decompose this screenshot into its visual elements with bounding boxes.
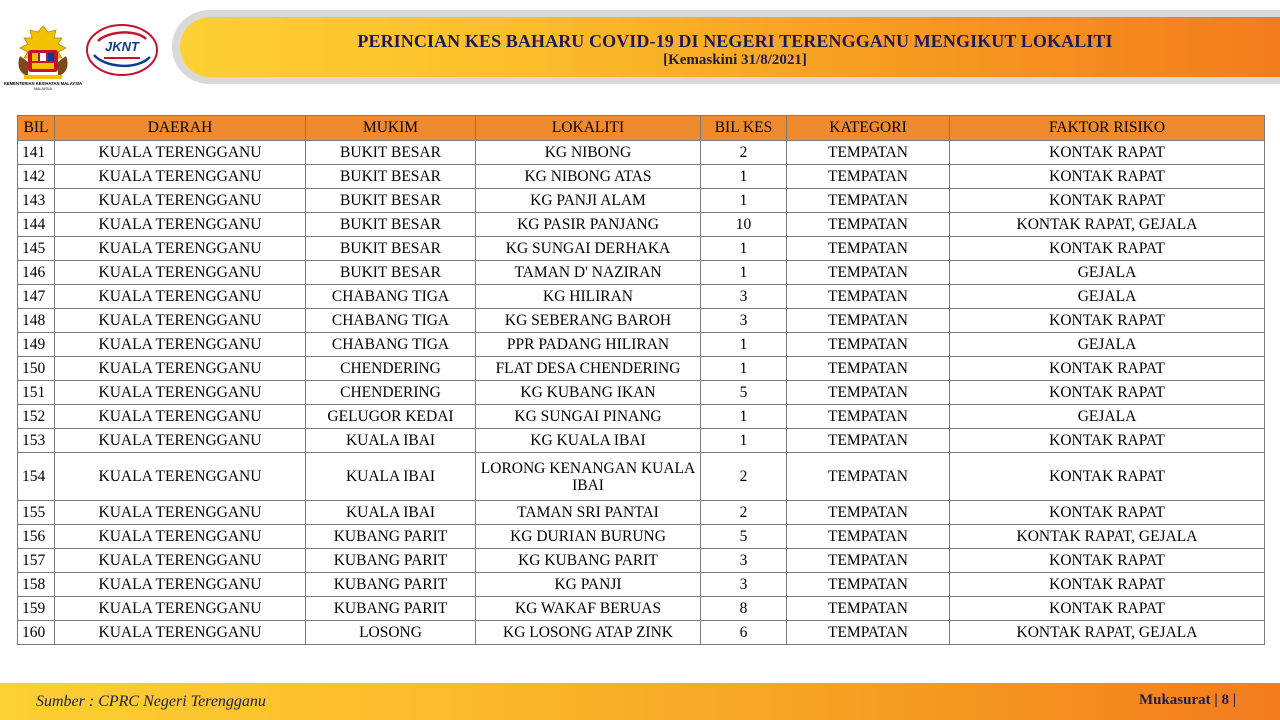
cell-bil-kes: 2 (701, 141, 787, 165)
cell-bil-kes: 3 (701, 285, 787, 309)
cell-mukim: KUALA IBAI (306, 501, 476, 525)
cell-lokaliti: KG NIBONG (476, 141, 701, 165)
cell-bil: 145 (18, 237, 55, 261)
cell-faktor-risiko: KONTAK RAPAT, GEJALA (950, 525, 1265, 549)
cell-kategori: TEMPATAN (787, 405, 950, 429)
table-row (18, 141, 1265, 165)
cell-mukim: GELUGOR KEDAI (306, 405, 476, 429)
cell-lokaliti: KG DURIAN BURUNG (476, 525, 701, 549)
cell-faktor-risiko: KONTAK RAPAT (950, 141, 1265, 165)
cell-faktor-risiko: KONTAK RAPAT, GEJALA (950, 213, 1265, 237)
cell-kategori: TEMPATAN (787, 261, 950, 285)
cell-mukim: KUBANG PARIT (306, 549, 476, 573)
cell-mukim: KUBANG PARIT (306, 525, 476, 549)
column-header-kategori: KATEGORI (787, 116, 950, 141)
cell-daerah: KUALA TERENGGANU (55, 453, 306, 501)
cell-daerah: KUALA TERENGGANU (55, 525, 306, 549)
table-row (18, 597, 1265, 621)
cell-bil-kes: 1 (701, 333, 787, 357)
cell-bil: 155 (18, 501, 55, 525)
cell-bil: 142 (18, 165, 55, 189)
cell-kategori: TEMPATAN (787, 333, 950, 357)
cell-bil: 156 (18, 525, 55, 549)
cell-lokaliti: KG KUBANG PARIT (476, 549, 701, 573)
cell-kategori: TEMPATAN (787, 165, 950, 189)
table-row (18, 381, 1265, 405)
cell-mukim: LOSONG (306, 621, 476, 645)
cell-bil-kes: 1 (701, 189, 787, 213)
cell-lokaliti: TAMAN D' NAZIRAN (476, 261, 701, 285)
cell-kategori: TEMPATAN (787, 453, 950, 501)
cell-bil: 149 (18, 333, 55, 357)
cell-bil: 146 (18, 261, 55, 285)
cell-bil-kes: 1 (701, 405, 787, 429)
cell-lokaliti: KG WAKAF BERUAS (476, 597, 701, 621)
cell-faktor-risiko: KONTAK RAPAT (950, 237, 1265, 261)
cell-daerah: KUALA TERENGGANU (55, 165, 306, 189)
cell-bil-kes: 3 (701, 549, 787, 573)
cell-lokaliti: KG SUNGAI DERHAKA (476, 237, 701, 261)
cell-mukim: BUKIT BESAR (306, 237, 476, 261)
cell-kategori: TEMPATAN (787, 621, 950, 645)
source-text: Sumber : CPRC Negeri Terengganu (36, 693, 266, 710)
cell-kategori: TEMPATAN (787, 573, 950, 597)
table-row (18, 525, 1265, 549)
cell-bil-kes: 1 (701, 165, 787, 189)
cell-bil-kes: 3 (701, 309, 787, 333)
cell-bil-kes: 6 (701, 621, 787, 645)
cell-faktor-risiko: KONTAK RAPAT (950, 381, 1265, 405)
cell-faktor-risiko: KONTAK RAPAT (950, 501, 1265, 525)
cell-mukim: KUBANG PARIT (306, 573, 476, 597)
cell-bil: 143 (18, 189, 55, 213)
table-row (18, 549, 1265, 573)
column-header-daerah: DAERAH (55, 116, 306, 141)
cases-table (17, 115, 1265, 645)
cell-daerah: KUALA TERENGGANU (55, 357, 306, 381)
cell-kategori: TEMPATAN (787, 309, 950, 333)
cell-lokaliti: KG SEBERANG BAROH (476, 309, 701, 333)
cell-kategori: TEMPATAN (787, 429, 950, 453)
cell-bil-kes: 1 (701, 261, 787, 285)
table-row (18, 405, 1265, 429)
cell-daerah: KUALA TERENGGANU (55, 405, 306, 429)
table-row (18, 165, 1265, 189)
table-row (18, 309, 1265, 333)
cell-lokaliti: FLAT DESA CHENDERING (476, 357, 701, 381)
column-header-bil-kes: BIL KES (701, 116, 787, 141)
cell-faktor-risiko: KONTAK RAPAT (950, 573, 1265, 597)
cell-faktor-risiko: KONTAK RAPAT (950, 357, 1265, 381)
cell-kategori: TEMPATAN (787, 213, 950, 237)
cell-daerah: KUALA TERENGGANU (55, 573, 306, 597)
table-row (18, 621, 1265, 645)
cell-mukim: CHABANG TIGA (306, 309, 476, 333)
cell-lokaliti: KG NIBONG ATAS (476, 165, 701, 189)
cell-bil-kes: 10 (701, 213, 787, 237)
kkm-crest-logo (3, 22, 83, 92)
cell-lokaliti: KG PANJI (476, 573, 701, 597)
cell-kategori: TEMPATAN (787, 597, 950, 621)
cell-bil: 151 (18, 381, 55, 405)
cell-faktor-risiko: KONTAK RAPAT (950, 429, 1265, 453)
cell-bil: 148 (18, 309, 55, 333)
cell-daerah: KUALA TERENGGANU (55, 237, 306, 261)
cell-lokaliti: KG KUALA IBAI (476, 429, 701, 453)
cell-bil: 152 (18, 405, 55, 429)
cell-bil-kes: 3 (701, 573, 787, 597)
cell-kategori: TEMPATAN (787, 357, 950, 381)
cell-bil: 153 (18, 429, 55, 453)
jknt-logo (84, 23, 160, 77)
cell-bil-kes: 8 (701, 597, 787, 621)
cell-bil-kes: 1 (701, 429, 787, 453)
cell-mukim: BUKIT BESAR (306, 213, 476, 237)
table-row (18, 237, 1265, 261)
cell-daerah: KUALA TERENGGANU (55, 285, 306, 309)
cell-lokaliti: KG KUBANG IKAN (476, 381, 701, 405)
cell-bil: 141 (18, 141, 55, 165)
cell-kategori: TEMPATAN (787, 189, 950, 213)
cell-lokaliti: LORONG KENANGAN KUALA IBAI (476, 453, 701, 501)
cell-mukim: CHENDERING (306, 357, 476, 381)
cell-bil-kes: 5 (701, 525, 787, 549)
column-header-bil: BIL (18, 116, 55, 141)
cell-faktor-risiko: KONTAK RAPAT (950, 189, 1265, 213)
cell-mukim: CHENDERING (306, 381, 476, 405)
column-header-lokaliti: LOKALITI (476, 116, 701, 141)
cell-mukim: BUKIT BESAR (306, 261, 476, 285)
cell-daerah: KUALA TERENGGANU (55, 213, 306, 237)
cell-mukim: KUALA IBAI (306, 429, 476, 453)
cell-daerah: KUALA TERENGGANU (55, 621, 306, 645)
cell-mukim: CHABANG TIGA (306, 333, 476, 357)
cell-bil-kes: 1 (701, 357, 787, 381)
cell-bil: 144 (18, 213, 55, 237)
cell-bil-kes: 1 (701, 237, 787, 261)
cell-mukim: BUKIT BESAR (306, 165, 476, 189)
cell-faktor-risiko: KONTAK RAPAT (950, 309, 1265, 333)
cell-bil-kes: 5 (701, 381, 787, 405)
column-header-faktor-risiko: FAKTOR RISIKO (950, 116, 1265, 141)
column-header-mukim: MUKIM (306, 116, 476, 141)
kkm-logo-text: KEMENTERIAN KESIHATAN MALAYSIA (3, 81, 83, 86)
cell-bil: 159 (18, 597, 55, 621)
cell-kategori: TEMPATAN (787, 381, 950, 405)
jknt-logo-text: JKNT (105, 39, 139, 54)
cell-kategori: TEMPATAN (787, 549, 950, 573)
table-row (18, 213, 1265, 237)
cell-daerah: KUALA TERENGGANU (55, 501, 306, 525)
cell-daerah: KUALA TERENGGANU (55, 429, 306, 453)
cell-daerah: KUALA TERENGGANU (55, 381, 306, 405)
cell-kategori: TEMPATAN (787, 237, 950, 261)
cell-bil: 158 (18, 573, 55, 597)
table-row (18, 453, 1265, 501)
cell-faktor-risiko: KONTAK RAPAT (950, 549, 1265, 573)
page-number: Mukasurat | 8 | (1138, 692, 1236, 708)
table-row (18, 357, 1265, 381)
cell-faktor-risiko: KONTAK RAPAT (950, 453, 1265, 501)
svg-text:MALAYSIA: MALAYSIA (34, 87, 52, 91)
cell-daerah: KUALA TERENGGANU (55, 333, 306, 357)
cell-lokaliti: TAMAN SRI PANTAI (476, 501, 701, 525)
cell-mukim: KUBANG PARIT (306, 597, 476, 621)
cell-bil: 157 (18, 549, 55, 573)
cell-kategori: TEMPATAN (787, 285, 950, 309)
cell-mukim: BUKIT BESAR (306, 141, 476, 165)
cell-kategori: TEMPATAN (787, 501, 950, 525)
table-row (18, 285, 1265, 309)
cell-bil: 147 (18, 285, 55, 309)
cell-faktor-risiko: KONTAK RAPAT, GEJALA (950, 621, 1265, 645)
table-row (18, 261, 1265, 285)
cell-bil: 160 (18, 621, 55, 645)
cell-mukim: CHABANG TIGA (306, 285, 476, 309)
cell-daerah: KUALA TERENGGANU (55, 141, 306, 165)
cell-daerah: KUALA TERENGGANU (55, 549, 306, 573)
cell-daerah: KUALA TERENGGANU (55, 261, 306, 285)
cell-faktor-risiko: GEJALA (950, 285, 1265, 309)
cell-lokaliti: KG HILIRAN (476, 285, 701, 309)
cell-faktor-risiko: GEJALA (950, 333, 1265, 357)
cell-bil: 154 (18, 453, 55, 501)
table-row (18, 333, 1265, 357)
cell-lokaliti: KG SUNGAI PINANG (476, 405, 701, 429)
table-row (18, 429, 1265, 453)
cell-faktor-risiko: GEJALA (950, 261, 1265, 285)
page-title: PERINCIAN KES BAHARU COVID-19 DI NEGERI TERENGGANU MENGIKUT LOKALITI (357, 31, 1113, 51)
table-row (18, 189, 1265, 213)
cell-faktor-risiko: KONTAK RAPAT (950, 165, 1265, 189)
cell-daerah: KUALA TERENGGANU (55, 309, 306, 333)
cell-daerah: KUALA TERENGGANU (55, 189, 306, 213)
cell-faktor-risiko: GEJALA (950, 405, 1265, 429)
table-row (18, 573, 1265, 597)
cell-kategori: TEMPATAN (787, 525, 950, 549)
table-header-row (18, 116, 1265, 141)
cell-lokaliti: KG PANJI ALAM (476, 189, 701, 213)
page-subtitle: [Kemaskini 31/8/2021] (663, 52, 807, 68)
table-row (18, 501, 1265, 525)
cell-lokaliti: KG PASIR PANJANG (476, 213, 701, 237)
cell-kategori: TEMPATAN (787, 141, 950, 165)
cell-lokaliti: KG LOSONG ATAP ZINK (476, 621, 701, 645)
cell-daerah: KUALA TERENGGANU (55, 597, 306, 621)
cell-mukim: BUKIT BESAR (306, 189, 476, 213)
cell-bil-kes: 2 (701, 453, 787, 501)
cell-bil: 150 (18, 357, 55, 381)
cell-lokaliti: PPR PADANG HILIRAN (476, 333, 701, 357)
cell-mukim: KUALA IBAI (306, 453, 476, 501)
cell-faktor-risiko: KONTAK RAPAT (950, 597, 1265, 621)
cell-bil-kes: 2 (701, 501, 787, 525)
